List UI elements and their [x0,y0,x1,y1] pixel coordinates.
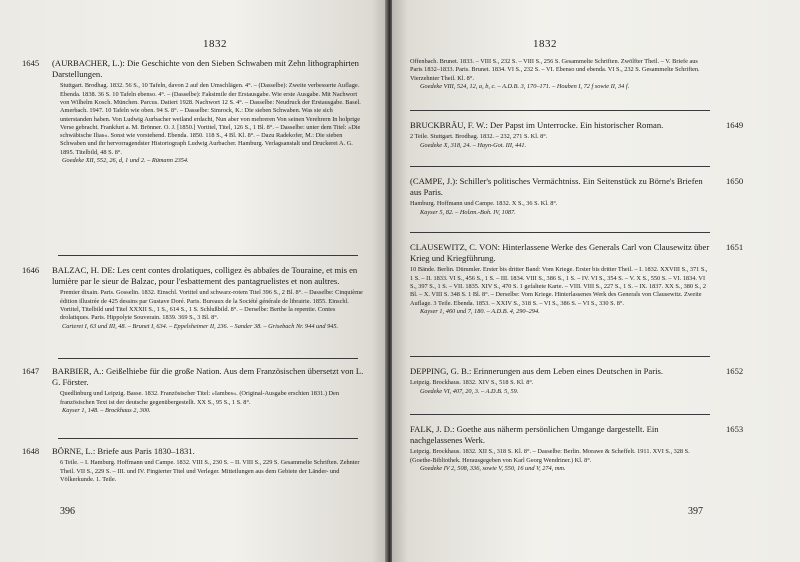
divider [410,356,710,357]
entry-references: Kayser 1, 148. – Brockhaus 2, 300. [62,407,151,414]
entry-references: Goedeke VIII, 524, 12, a, b, c. – A.D.B. 3, 170–171. – Houben I, 72 f sowie II, 34 f. [420,82,630,90]
divider [58,358,358,359]
entry-body: Quedlinburg und Leipzig. Basse. 1832. Französischer Titel: »Iambes«. (Original-Ausgabe erschien 1831.) Den französischen Text ist der deutsche gegenübergestellt. XX S., 95 S., 1 S. 8°. [60,390,339,406]
entry-number: 1647 [22,366,40,376]
catalog-entry [22,366,364,415]
divider [58,438,358,439]
divider [410,166,710,167]
entry-references: Carteret I, 63 und III, 48. – Brunet I, 634. – Eppelsheimer II, 236. – Sander 38. – Grisebach Nr. 944 und 945. [62,322,339,330]
entry-body: Stuttgart. Brodhag. 1832. 56 S., 10 Tafeln, davon 2 auf den Umschlägen. 4°. – (Dasselbe): Zweite verbesserte Auflage. Ebenda. 1838. 36 S. 10 Tafeln ebenso. 4°. – (Dasselbe): Faksimile der Erstausgabe. Wie erste Ausgabe. Mit Nachwort von Wilhelm Kosch. München. Parcus. Datiert 1928. Nachwort 12 S. 4°. – Dasselbe: Neudruck der Erstausgabe. Basel. Amerbach. 1947. 10 Tafeln wie oben. 94 S. 8°. – Dasselbe: Simrock, K.: Die sieben Schwaben. Was sie sich unterstanden haben. Von Ludwig Aurbacher weiland erdacht, Nun aber von mehreren Von seinen Verehrern In holprige Verse gebracht. Frankfurt a. M. Brönner. O. J. [1850.] Vortitel, Titel, 126 S., 1 Bl. 8°. – Dasselbe: unter dem Titel: »Die schwäbische Ilias«. Sonst wie vorstehend. Ebenda. 1850. 118 S., 4 Bl. Kl. 8°. – Dazu Radekofer, M.: Die sieben Schwaben und ihr hervorragendster Historiograph Ludwig Aurbacher. Hamburg. Verlagsanstalt und Druckerei A. G. 1895. Titelbild, 48 S. 8°. [60,82,361,156]
entry-heading: BÖRNE, L.: Briefe aus Paris 1830–1831. [52,446,195,456]
entry-number: 1645 [22,58,40,68]
catalog-entry [410,424,744,473]
entry-body: Offenbach. Brunet. 1833. – VIII S., 232 S. – VIII S., 256 S. Gesammelte Schriften. Zwölfter Theil. – V. Briefe aus Paris 1832–1833. Paris. Brunet. 1834. VI S., 232 S. – VI. Ebenso und ebenda. VI S., 232 S. Gesammelte Schriften. Vierzehnter Theil. Kl. 8°. [410,58,700,82]
right-page [392,0,800,562]
entry-heading: FALK, J. D.: Goethe aus näherm persönlichen Umgange dargestellt. Ein nachgelassenes Werk. [410,424,659,446]
entry-body: Premier dixain. Paris. Gosselin. 1832. Einschl. Vortitel und schwarz-rotem Titel 396 S., 2 Bl. 8°. – Dasselbe: Cinquième édition illustrée de 425 dessins par Gustave Doré. Paris. Bureaux de la Société générale de librairie. 1855. Einschl. Vortitel, Titelbild und Titel XXXII S., 1 S., 614 S., 1 S. Schlußbild. 8°. – Derselbe: Berthe la repentie. Contes drolatiques. Paris. Hippolyte Souverain. 1839. 369 S., 3 Bl. 8°. [60,289,363,322]
entry-body: Leipzig. Brockhaus. 1832. XII S., 318 S. Kl. 8°. – Dasselbe: Berlin. Morawe & Scheffelt. 1911. XVI S., 328 S. (Goethe-Bibliothek. Herausgegeben von Karl Georg Wendriner.) Kl. 8°. [410,448,690,464]
catalog-entry-continued [410,58,710,91]
entry-references: Goedeke X, 318, 24. – Hayn-Got. III, 441. [420,141,527,149]
entry-number: 1651 [726,242,744,252]
entry-heading: BALZAC, H. DE: Les cent contes drolatiques, colligez ès abbaïes de Touraine, et mis en lumière par le sieur de Balzac, pour l'esbattement des pantagruelistes et non aultres. [52,265,358,287]
entry-number: 1650 [726,176,744,186]
entry-heading: DEPPING, G. B.: Erinnerungen aus dem Leben eines Deutschen in Paris. [410,366,663,376]
entry-references: Goedeke IV 2, 508, 336, sowie V, 550, 16 und V, 274, mm. [420,465,566,472]
entry-body: Hamburg. Hoffmann und Campe. 1832. X S., 36 S. Kl. 8°. [410,200,558,208]
running-head: 1832 [533,38,557,50]
divider [410,414,710,415]
entry-heading: (CAMPE, J.): Schiller's politisches Vermächtniss. Ein Seitenstück zu Börne's Briefen aus Paris. [410,176,703,198]
catalog-entry [22,265,364,331]
entry-references: Goedeke XII, 552, 26, d, 1 und 2. – Rümann 2354. [62,157,189,165]
entry-body: 2 Teile. Stuttgart. Brodhag. 1832. – 232, 271 S. Kl. 8°. [410,133,548,141]
page-number: 397 [688,506,703,517]
entry-body: 6 Teile. – I. Hamburg. Hoffmann und Campe. 1832. VIII S., 230 S. – II. VIII S., 229 S. Gesammelte Schriften. Zehnter Theil. VII S., 229 S. – III. und IV. Fingierter Titel und Verleger. Mitteilungen aus dem Gebiete der Länder- und Völkerkunde. 1. Teile. [60,459,360,483]
entry-heading: BRUCKBRÄU, F. W.: Der Papst im Unterrocke. Ein historischer Roman. [410,120,664,130]
entry-number: 1648 [22,446,40,456]
entry-number: 1649 [726,120,744,130]
left-page [0,0,387,562]
entry-references: Kayser 5, 82. – Holzm.-Boh. IV, 1087. [420,208,516,216]
divider [410,110,710,111]
entry-heading: BARBIER, A.: Geißelhiebe für die große Nation. Aus dem Französischen übersetzt von L. G. Förster. [52,366,364,388]
entry-number: 1652 [726,366,744,376]
divider [410,232,710,233]
entry-number: 1646 [22,265,40,275]
running-head: 1832 [203,38,227,50]
divider [58,255,358,256]
catalog-entry [410,242,744,316]
entry-heading: (AURBACHER, L.): Die Geschichte von den Sieben Schwaben mit Zehn lithographirten Darstellungen. [52,58,359,80]
entry-references: Kayser 1, 460 und 7, 180. – A.D.B. 4, 290–294. [420,307,540,315]
catalog-entry [22,446,364,484]
entry-body: Leipzig. Brockhaus. 1832. XIV S., 518 S. Kl. 8°. [410,379,534,387]
entry-references: Goedeke VI, 407, 20, 3. – A.D.B. 5, 59. [420,387,519,395]
catalog-entry [22,58,364,165]
page-number: 396 [60,506,75,517]
entry-heading: CLAUSEWITZ, C. VON: Hinterlassene Werke des Generals Carl von Clausewitz über Krieg und Kriegführung. [410,242,710,264]
catalog-entry [410,176,744,217]
entry-number: 1653 [726,424,744,434]
catalog-entry [410,366,744,396]
catalog-entry [410,120,744,150]
entry-body: 10 Bände. Berlin. Dümmler. Erster bis dritter Band: Vom Kriege. Erster bis dritter Theil. – I. 1832. XXVIII S., 371 S., 1 S. – II. 1833. VI S., 456 S., 1 S. – III. 1834. VIII S., 386 S., 1 S. – IV. VI S., 354 S. – V. X S., 550 S. – VI. 1834. VI S., 397 S., 1 S. – VII. 1835. XIV S., 470 S. 1 gefaltete Karte. – VIII. VIII S., 227 S., 1 S. – IX. 1837. XX S., 380 S., 2 Bl. – X. VIII S. 348 S. 1 Bl. 8°. – Derselbe: Vom Kriege. Hinterlassenes Werk des Generals von Clausewitz. Zweite Auflage. 3 Teile. Ebenda. 1853. – XXIV S., 318 S. – VI S., 386 S. – VI S., 330 S. 8°. [410,266,708,307]
